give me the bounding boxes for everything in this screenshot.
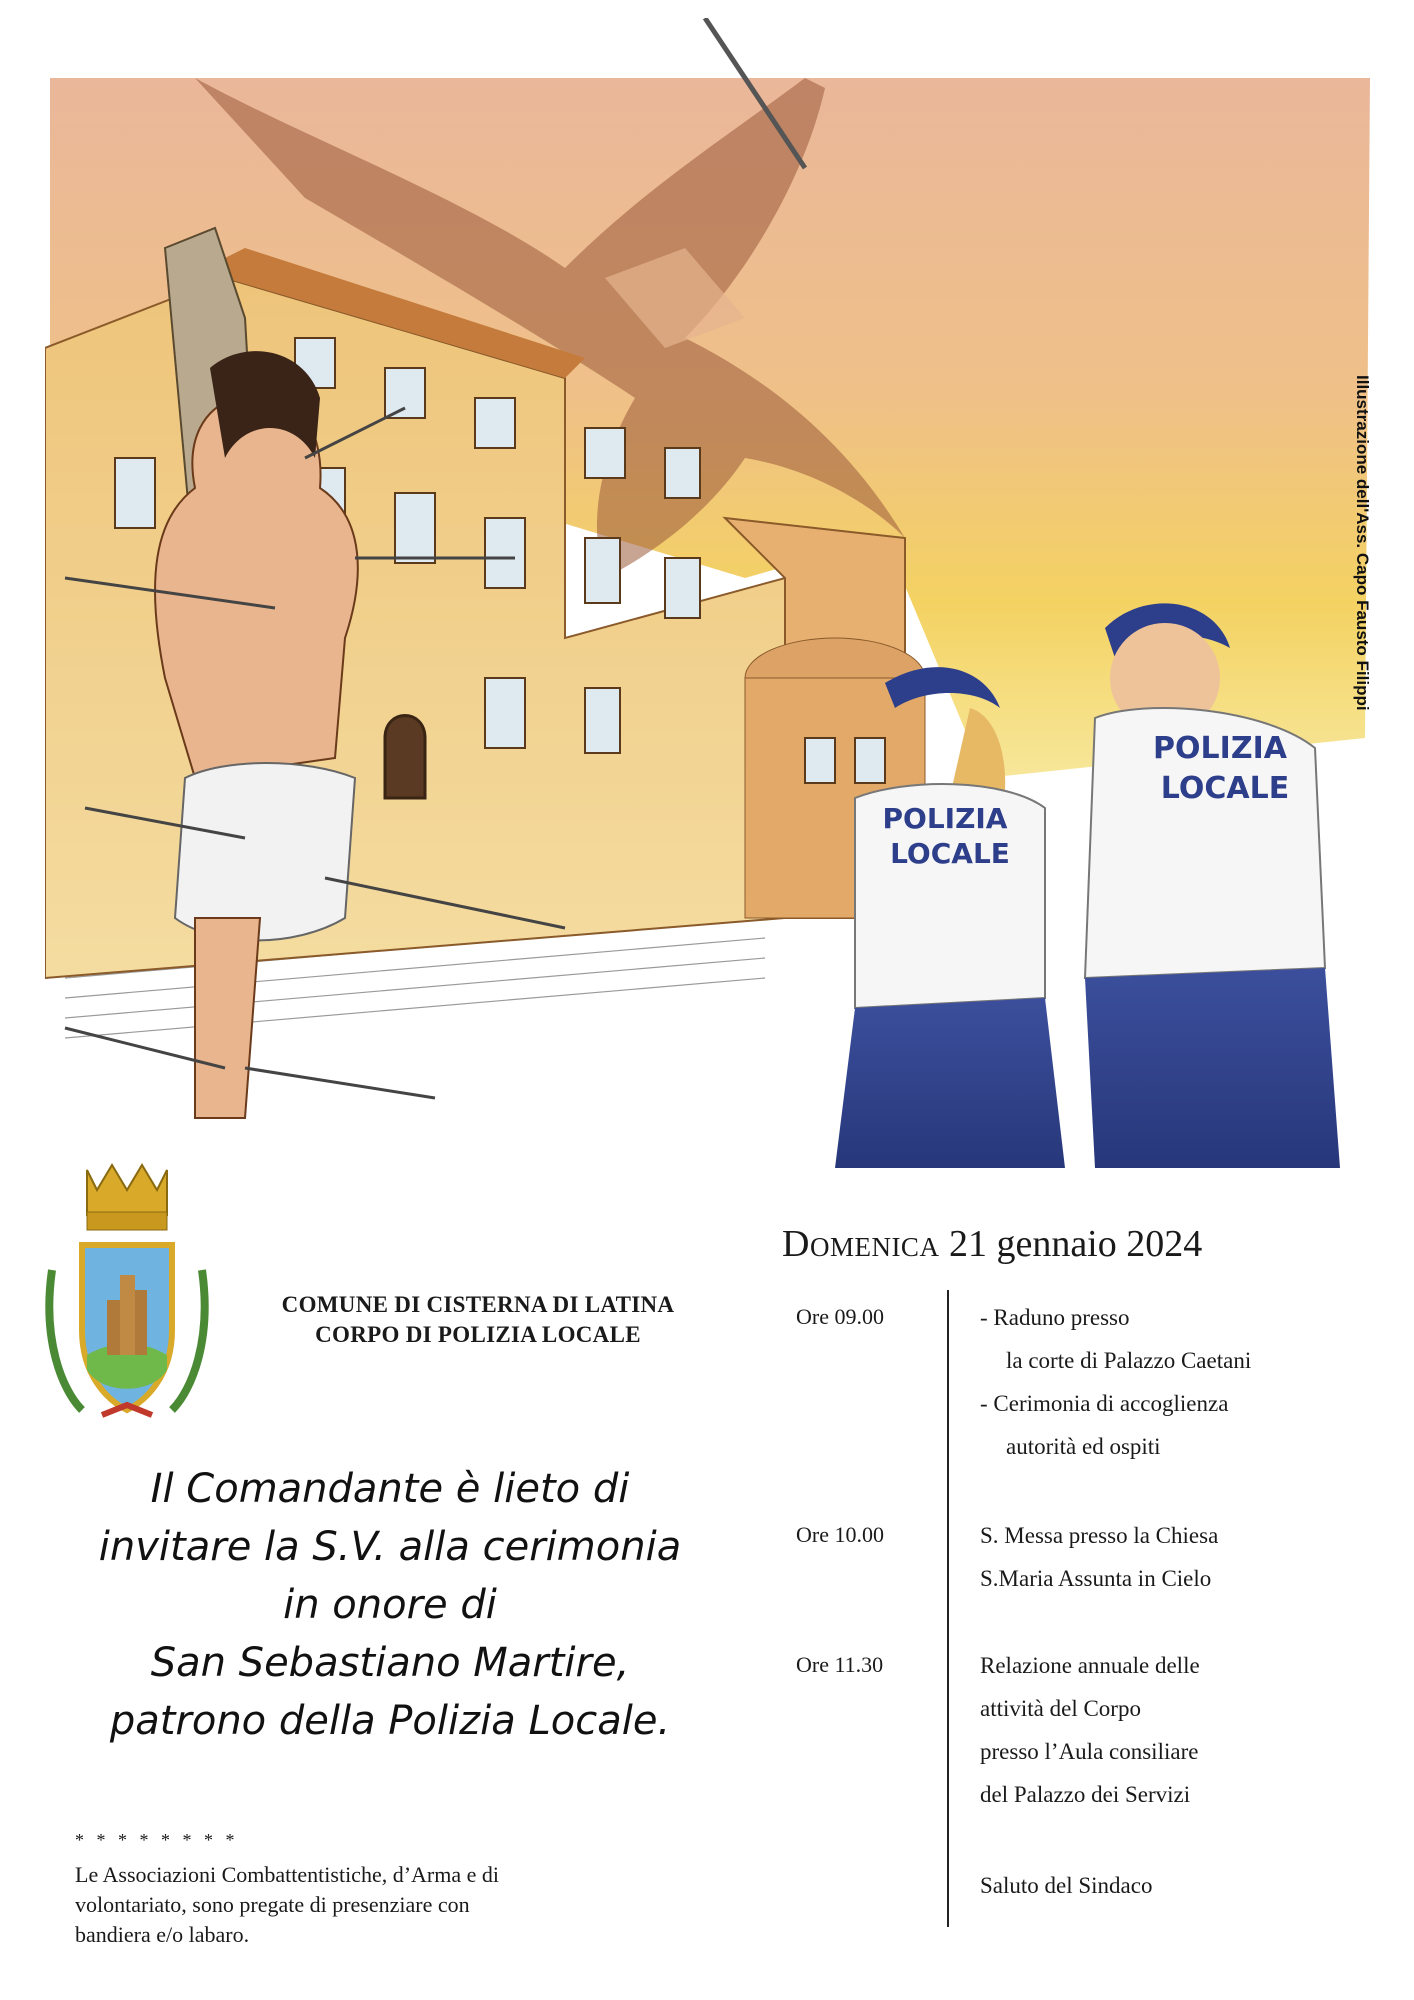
organization-line2: CORPO DI POLIZIA LOCALE <box>315 1322 641 1347</box>
invitation-line: patrono della Polizia Locale. <box>109 1698 671 1744</box>
activity-2 <box>980 1514 1380 1600</box>
note-line: Le Associazioni Combattentistiche, d’Arma e di <box>75 1862 500 1887</box>
invitation-line: San Sebastiano Martire, <box>150 1640 630 1686</box>
schedule-divider <box>947 1290 949 1927</box>
activity-1 <box>980 1296 1380 1468</box>
activity-line: autorità ed ospiti <box>1006 1434 1161 1459</box>
activity-line: - Raduno presso <box>980 1305 1130 1330</box>
activity-line: attività del Corpo <box>980 1696 1141 1721</box>
vest-right-line1: POLIZIA <box>1153 731 1287 766</box>
associations-note <box>75 1860 635 1950</box>
invitation-line: Il Comandante è lieto di <box>150 1466 630 1512</box>
vest-left-line1: POLIZIA <box>882 802 1008 835</box>
activity-line: S. Messa presso la Chiesa <box>980 1523 1219 1548</box>
time-2: Ore 10.00 <box>796 1522 884 1547</box>
coat-of-arms <box>42 1160 212 1440</box>
separator-stars: * * * * * * * * <box>75 1830 239 1850</box>
event-date-value: 21 gennaio 2024 <box>948 1223 1203 1265</box>
activity-line: la corte di Palazzo Caetani <box>1006 1348 1252 1373</box>
vest-right-line2: LOCALE <box>1160 771 1290 806</box>
invitation-text <box>60 1460 720 1750</box>
event-date <box>782 1220 1342 1268</box>
hero-illustration <box>45 18 1375 1183</box>
vest-left-line2: LOCALE <box>890 837 1010 870</box>
closing-activity <box>980 1864 1380 1907</box>
activity-line: - Cerimonia di accoglienza <box>980 1391 1229 1416</box>
invitation-line: in onore di <box>283 1582 497 1628</box>
closing-line: Saluto del Sindaco <box>980 1873 1153 1898</box>
saint-loincloth <box>175 763 355 941</box>
organization-line1: COMUNE DI CISTERNA DI LATINA <box>281 1292 675 1317</box>
note-line: volontariato, sono pregate di presenziare con <box>75 1892 470 1917</box>
time-3: Ore 11.30 <box>796 1652 884 1677</box>
activity-line: Relazione annuale delle <box>980 1653 1200 1678</box>
activity-3 <box>980 1644 1380 1816</box>
note-line: bandiera e/o labaro. <box>75 1922 250 1947</box>
invitation-line: invitare la S.V. alla cerimonia <box>98 1524 682 1570</box>
organization-name <box>238 1290 718 1350</box>
illustration-drawing <box>45 18 1375 1183</box>
palace-door <box>385 716 425 799</box>
illustration-credit: Illustrazione dell'Ass. Capo Fausto Filippi <box>1353 375 1372 711</box>
coat-of-arms-icon <box>42 1160 212 1440</box>
activity-line: S.Maria Assunta in Cielo <box>980 1566 1212 1591</box>
time-1: Ore 09.00 <box>796 1304 884 1329</box>
activity-line: presso l’Aula consiliare <box>980 1739 1199 1764</box>
event-day: Domenica <box>782 1223 940 1265</box>
activity-line: del Palazzo dei Servizi <box>980 1782 1191 1807</box>
